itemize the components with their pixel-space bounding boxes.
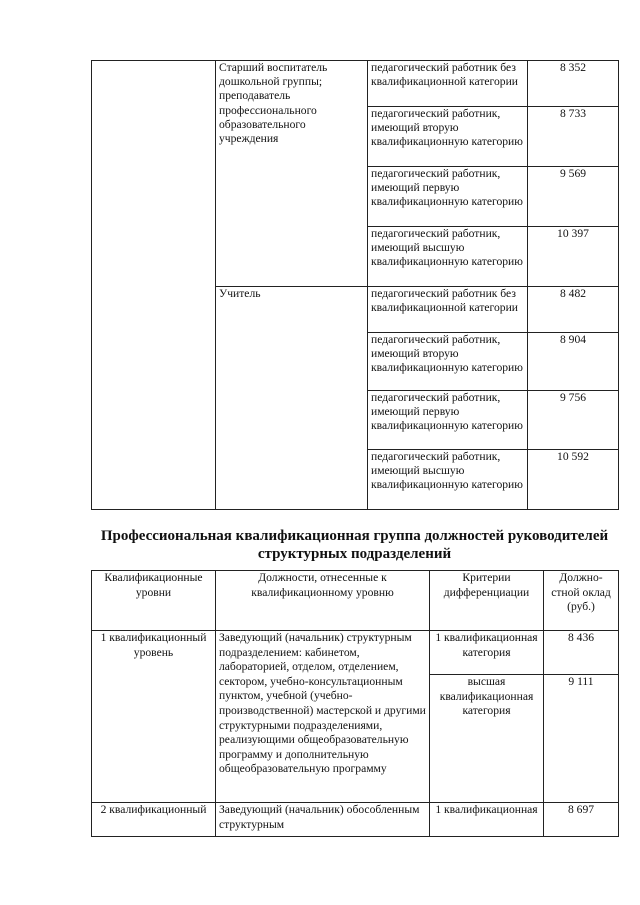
managers-salary-table (91, 570, 619, 837)
salary-cell: 9 756 (528, 391, 619, 450)
salary-cell: 8 733 (528, 107, 619, 167)
level-cell: 2 квалификационный (92, 803, 216, 837)
salary-cell: 8 436 (544, 631, 619, 675)
criterion-cell: педагогический работник, имеющий вторую квалификационную категорию (368, 333, 528, 391)
position-cell: Старший воспитатель дошкольной группы; преподаватель профессионального образовательного учреждения (216, 61, 368, 287)
salary-cell: 9 569 (528, 167, 619, 227)
salary-cell: 8 482 (528, 287, 619, 333)
table-row (92, 631, 619, 675)
header-row (92, 571, 619, 631)
salary-cell: 8 697 (544, 803, 619, 837)
criterion-cell: педагогический работник, имеющий высшую квалификационную категорию (368, 227, 528, 287)
criterion-cell: педагогический работник, имеющий вторую квалификационную категорию (368, 107, 528, 167)
criterion-cell: 1 квалификационная (430, 803, 544, 837)
salary-cell: 10 397 (528, 227, 619, 287)
header-positions: Должности, отнесенные к квалификационному уровню (216, 571, 430, 631)
positions-cell: Заведующий (начальник) структурным подразделением: кабинетом, лабораторией, отделом, отделением, сектором, учебно-консультационным пунктом, учебной (учебно-производственной) мастерской и другими структурными подразделениями, реализующими общеобразовательную программу и дополнительную общеобразовательную программу (216, 631, 430, 803)
criterion-cell: педагогический работник, имеющий высшую квалификационную категорию (368, 450, 528, 510)
level-cell: 1 квалификационный уровень (92, 631, 216, 803)
table-row (92, 803, 619, 837)
salary-cell: 8 904 (528, 333, 619, 391)
positions-cell: Заведующий (начальник) обособленным структурным (216, 803, 430, 837)
criterion-cell: педагогический работник без квалификационной категории (368, 287, 528, 333)
section-title: Профессиональная квалификационная группа должностей руководителей структурных подразделений (100, 528, 609, 562)
position-cell: Учитель (216, 287, 368, 510)
criterion-cell: педагогический работник, имеющий первую квалификационную категорию (368, 391, 528, 450)
criterion-cell: высшая квалификационная категория (430, 675, 544, 803)
header-salary: Должно-стной оклад (руб.) (544, 571, 619, 631)
salary-cell: 10 592 (528, 450, 619, 510)
empty-level-cell (92, 61, 216, 510)
salary-cell: 8 352 (528, 61, 619, 107)
salary-cell: 9 111 (544, 675, 619, 803)
criterion-cell: педагогический работник, имеющий первую квалификационную категорию (368, 167, 528, 227)
salary-table-continued (91, 60, 619, 510)
header-criteria: Критерии дифференциации (430, 571, 544, 631)
header-level: Квалификационные уровни (92, 571, 216, 631)
criterion-cell: 1 квалификационная категория (430, 631, 544, 675)
criterion-cell: педагогический работник без квалификационной категории (368, 61, 528, 107)
table-row (92, 61, 619, 107)
